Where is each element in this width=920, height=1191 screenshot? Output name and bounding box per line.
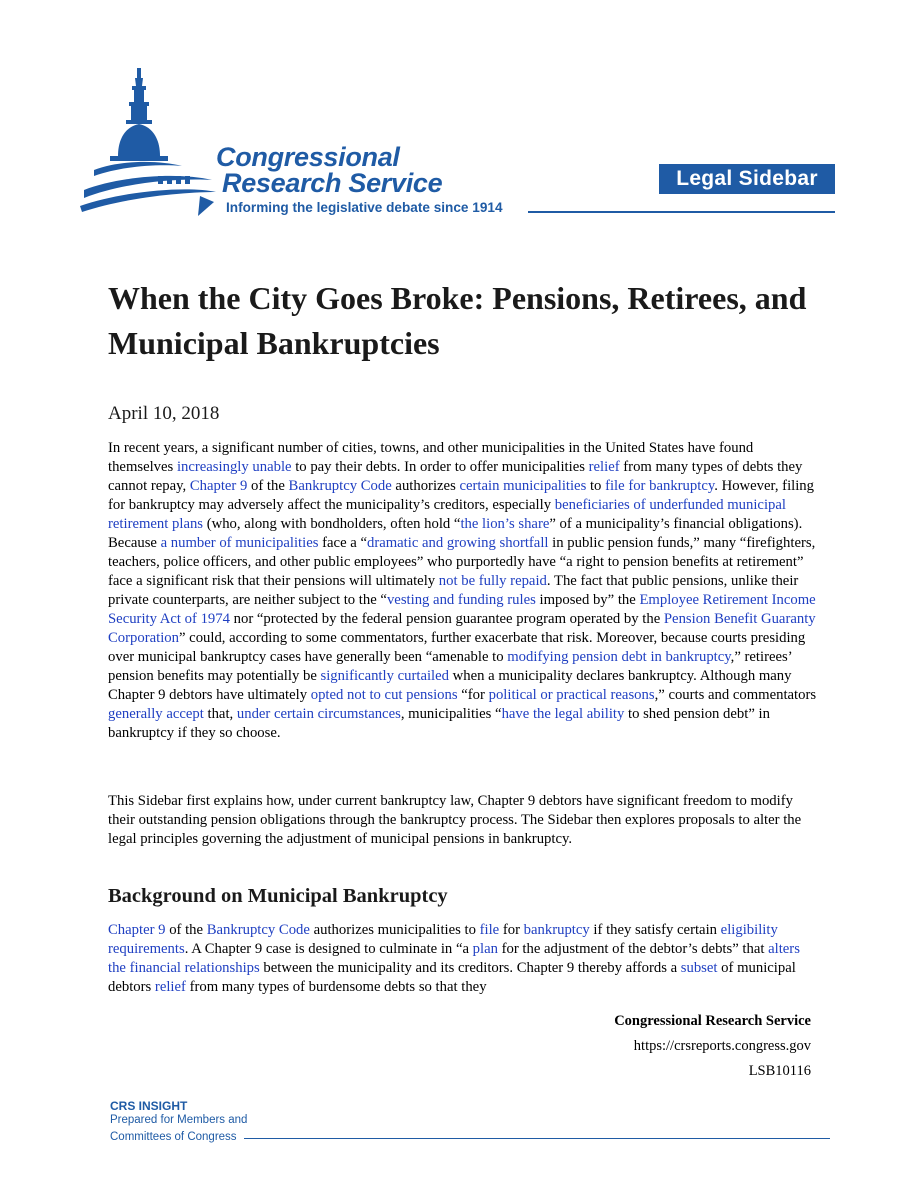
paragraph-text: from many types of debts they cannot repay, [108,459,803,494]
insight-label: CRS INSIGHT [110,1099,188,1113]
paragraph-text: face a “ [318,535,367,551]
inline-link[interactable]: significantly curtailed [320,668,449,684]
paragraph-text: of the [165,922,207,938]
paragraph-text: for [499,922,524,938]
paragraph-text: nor “protected by the federal pension guarantee program operated by the [229,611,664,627]
inline-link[interactable]: beneficiaries of underfunded municipal retirement plans [108,497,786,532]
paragraph-text: . However, filing for bankruptcy may adversely affect the municipality’s creditors, especially [108,478,814,513]
paragraph-text: when a municipality declares bankruptcy. Although many Chapter 9 debtors have ultimately [108,668,792,703]
inline-link[interactable]: Bankruptcy Code [206,922,310,938]
paragraph-text: for the adjustment of the debtor’s debts” that [497,941,769,957]
inline-link[interactable]: alters the financial relationships [108,941,800,976]
product-badge: Legal Sidebar [659,164,835,194]
footer-divider [244,1138,830,1139]
intro-paragraph [108,439,820,743]
inline-link[interactable]: subset [680,960,718,976]
inline-link[interactable]: have the legal ability [501,706,625,722]
inline-link[interactable]: certain municipalities [459,478,587,494]
inline-link[interactable]: a number of municipalities [160,535,319,551]
paragraph-text: of municipal debtors [108,960,796,995]
inline-link[interactable]: relief [154,979,186,995]
inline-link[interactable]: modifying pension debt in bankruptcy [507,649,731,665]
insight-line-2: Committees of Congress [110,1131,237,1143]
inline-link[interactable]: vesting and funding rules [386,592,536,608]
footer-report-id: LSB10116 [748,1063,811,1079]
inline-link[interactable]: opted not to cut pensions [310,687,458,703]
paragraph-text: to [586,478,606,494]
inline-link[interactable]: not be fully repaid [438,573,547,589]
paragraph-text: ,” courts and commentators [654,687,817,703]
paragraph-text: ” of a municipality’s financial obligations). Because [108,516,803,551]
inline-link[interactable]: under certain circumstances [236,706,401,722]
inline-link[interactable]: plan [472,941,498,957]
paragraph-text: “for [457,687,489,703]
paragraph-text: ,” retirees’ pension benefits may potentially be [108,649,792,684]
inline-link[interactable]: file [479,922,500,938]
inline-link[interactable]: Chapter 9 [108,922,166,938]
inline-link[interactable]: Employee Retirement Income Security Act of 1974 [108,592,816,627]
inline-link[interactable]: Chapter 9 [189,478,248,494]
insight-line-1: Prepared for Members and [110,1114,248,1126]
paragraph-text: to shed pension debt” in bankruptcy if they so choose. [108,706,770,741]
paragraph-text: authorizes municipalities to [309,922,480,938]
paragraph-text: in public pension funds,” many “firefighters, teachers, police officers, and other public employees” who purportedly have “a right to pension benefits at retirement” face a significant risk that their pensions will ultimately [108,535,816,589]
paragraph-text: of the [247,478,289,494]
inline-link[interactable]: Pension Benefit Guaranty Corporation [108,611,816,646]
paragraph-text: imposed by” the [535,592,640,608]
inline-link[interactable]: dramatic and growing shortfall [366,535,549,551]
paragraph-text: (who, along with bondholders, often hold “ [203,516,461,532]
inline-link[interactable]: bankruptcy [523,922,590,938]
inline-link[interactable]: increasingly unable [176,459,292,475]
paragraph-text: authorizes [391,478,460,494]
paragraph-text: In recent years, a significant number of cities, towns, and other municipalities in the United States have found themselves [108,440,754,475]
background-paragraph [108,921,820,997]
org-name-line-1: Congressional [216,142,400,172]
section-heading: Background on Municipal Bankruptcy [108,885,448,907]
paragraph-text: to pay their debts. In order to offer municipalities [291,459,589,475]
footer-url: https://crsreports.congress.gov [633,1038,811,1054]
page-title: When the City Goes Broke: Pensions, Retirees, and Municipal Bankruptcies [108,280,807,361]
inline-link[interactable]: file for bankruptcy [605,478,715,494]
paragraph-text: . A Chapter 9 case is designed to culminate in “a [184,941,473,957]
paragraph-text: , municipalities “ [400,706,502,722]
paragraph-text: ” could, according to some commentators, further exacerbate that risk. Moreover, because courts presiding over municipal bankruptcy cases have generally been “amenable to [108,630,806,665]
inline-link[interactable]: generally accept [108,706,204,722]
publication-date: April 10, 2018 [108,403,220,424]
overview-paragraph: This Sidebar first explains how, under current bankruptcy law, Chapter 9 debtors have significant freedom to modify their outstanding pension obligations through the bankruptcy process. The Sidebar then explores proposals to alter the legal principles governing the adjustment of municipal pensions in bankruptcy. [108,793,802,847]
header-divider [528,211,835,213]
org-name-line-2: Research Service [222,168,443,198]
inline-link[interactable]: the lion’s share [460,516,550,532]
paragraph-text: that, [203,706,237,722]
paragraph-text: between the municipality and its creditors. Chapter 9 thereby affords a [259,960,681,976]
paragraph-text: if they satisfy certain [589,922,721,938]
inline-link[interactable]: relief [588,459,620,475]
footer-org: Congressional Research Service [614,1013,811,1029]
inline-link[interactable]: eligibility requirements [108,922,778,957]
inline-link[interactable]: political or practical reasons [488,687,655,703]
inline-link[interactable]: Bankruptcy Code [288,478,392,494]
tagline: Informing the legislative debate since 1914 [226,200,503,215]
paragraph-text: from many types of burdensome debts so that they [185,979,487,995]
paragraph-text: . The fact that public pensions, unlike their private counterparts, are neither subject to the “ [108,573,799,608]
